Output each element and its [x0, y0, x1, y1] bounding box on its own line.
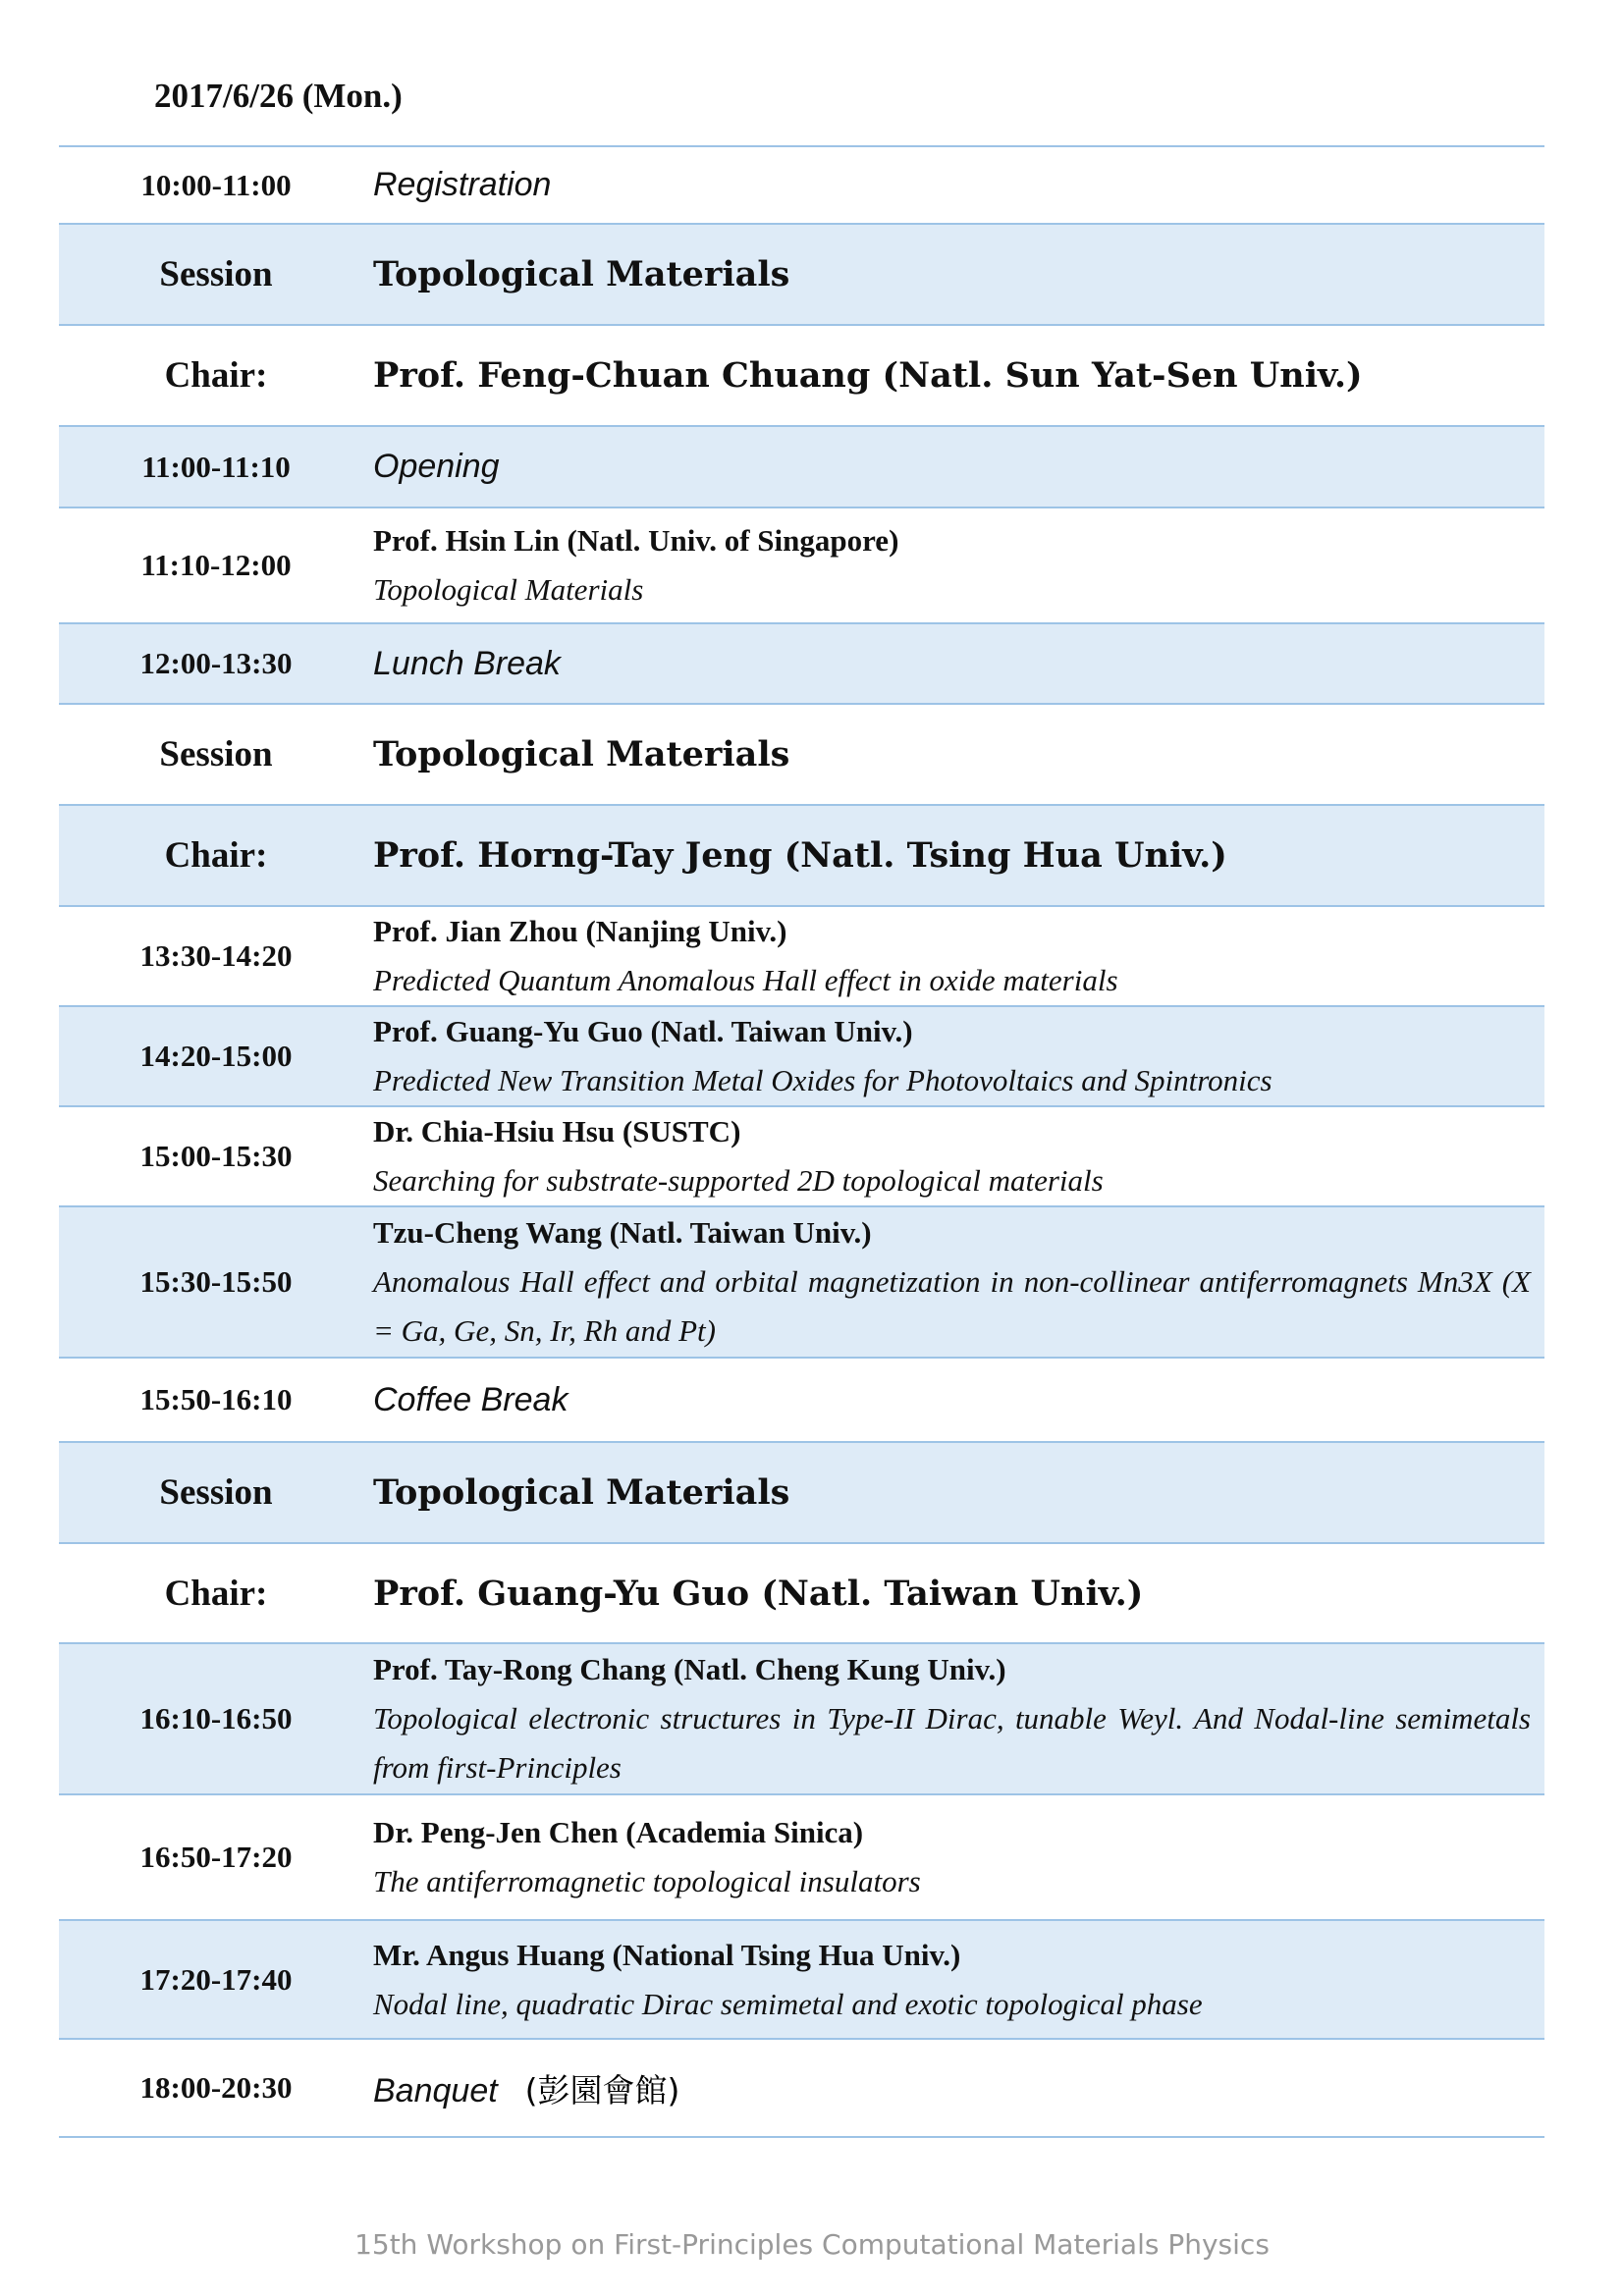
talk-row: [59, 1921, 1544, 2040]
chair-row: [59, 326, 1544, 427]
row-time: 17:20-17:40: [139, 1961, 293, 1997]
row-event: Lunch Break: [373, 644, 561, 682]
talk-row: [59, 1207, 1544, 1359]
row-time: 12:00-13:30: [139, 646, 293, 680]
speaker-name: Dr. Peng-Jen Chen (Academia Sinica): [373, 1815, 864, 1849]
chair-name: Prof. Horng-Tay Jeng (Natl. Tsing Hua Univ.): [373, 835, 1227, 876]
talk-title: Topological Materials: [373, 572, 644, 607]
venue-name: (彭園會館): [524, 2070, 680, 2109]
talk-title: Topological electronic structures in Type-II Dirac, tunable Weyl. And Nodal-line semimetals from first-Principles: [373, 1701, 1531, 1785]
speaker-name: Tzu-Cheng Wang (Natl. Taiwan Univ.): [373, 1215, 872, 1250]
page-footer: 15th Workshop on First-Principles Computational Materials Physics: [354, 2228, 1270, 2261]
row-event: Coffee Break: [373, 1380, 568, 1418]
talk-title: Anomalous Hall effect and orbital magnetization in non-collinear antiferromagnets Mn3X (X = Ga, Ge, Sn, Ir, Rh and Pt): [373, 1264, 1531, 1348]
speaker-name: Prof. Guang-Yu Guo (Natl. Taiwan Univ.): [373, 1014, 913, 1048]
session-row: [59, 225, 1544, 326]
talk-row: [59, 508, 1544, 624]
row-label: Session: [159, 254, 273, 294]
talk-row: [59, 907, 1544, 1007]
talk-title: Predicted New Transition Metal Oxides for Photovoltaics and Spintronics: [373, 1063, 1272, 1097]
schedule-date: 2017/6/26 (Mon.): [154, 77, 403, 115]
session-row: [59, 1443, 1544, 1544]
session-title: Topological Materials: [373, 734, 790, 774]
talk-row: [59, 1107, 1544, 1207]
row-time: 16:10-16:50: [139, 1701, 293, 1735]
speaker-name: Prof. Tay-Rong Chang (Natl. Cheng Kung Univ.): [373, 1652, 1006, 1686]
talk-title: Predicted Quantum Anomalous Hall effect in oxide materials: [373, 963, 1118, 997]
schedule-row: [59, 1359, 1544, 1443]
schedule-row: [59, 624, 1544, 705]
chair-row: [59, 1544, 1544, 1644]
row-time: 14:20-15:00: [139, 1039, 293, 1073]
row-time: 10:00-11:00: [140, 167, 292, 202]
talk-title: Nodal line, quadratic Dirac semimetal and exotic topological phase: [373, 1986, 1203, 2021]
chair-name: Prof. Feng-Chuan Chuang (Natl. Sun Yat-Sen Univ.): [373, 355, 1363, 396]
row-time: 15:00-15:30: [139, 1139, 293, 1173]
row-label: Chair:: [164, 355, 268, 396]
talk-row: [59, 1644, 1544, 1795]
session-row: [59, 705, 1544, 806]
row-label: Chair:: [164, 835, 268, 876]
row-label: Chair:: [164, 1573, 268, 1614]
row-label: Session: [159, 734, 273, 774]
session-title: Topological Materials: [373, 254, 790, 294]
row-event: Registration: [373, 166, 552, 203]
row-time: 15:30-15:50: [139, 1264, 293, 1299]
speaker-name: Prof. Hsin Lin (Natl. Univ. of Singapore): [373, 523, 899, 558]
talk-title: The antiferromagnetic topological insulators: [373, 1864, 921, 1898]
schedule-row: [59, 2040, 1544, 2138]
row-label: Session: [159, 1472, 273, 1513]
row-event: Opening: [373, 448, 500, 485]
row-time: 18:00-20:30: [139, 2070, 293, 2105]
row-time: 15:50-16:10: [139, 1382, 293, 1416]
talk-row: [59, 1007, 1544, 1107]
row-time: 13:30-14:20: [139, 938, 293, 973]
schedule-row: [59, 145, 1544, 225]
speaker-name: Prof. Jian Zhou (Nanjing Univ.): [373, 914, 787, 948]
row-time: 16:50-17:20: [139, 1840, 293, 1874]
speaker-name: Dr. Chia-Hsiu Hsu (SUSTC): [373, 1114, 741, 1148]
chair-name: Prof. Guang-Yu Guo (Natl. Taiwan Univ.): [373, 1573, 1144, 1614]
speaker-name: Mr. Angus Huang (National Tsing Hua Univ.): [373, 1937, 961, 1972]
talk-title: Searching for substrate-supported 2D topological materials: [373, 1163, 1104, 1198]
row-time: 11:00-11:10: [141, 449, 291, 484]
session-title: Topological Materials: [373, 1472, 790, 1513]
row-event: Banquet: [373, 2071, 498, 2109]
schedule-row: [59, 427, 1544, 508]
row-time: 11:10-12:00: [140, 548, 292, 582]
chair-row: [59, 806, 1544, 907]
talk-row: [59, 1795, 1544, 1921]
